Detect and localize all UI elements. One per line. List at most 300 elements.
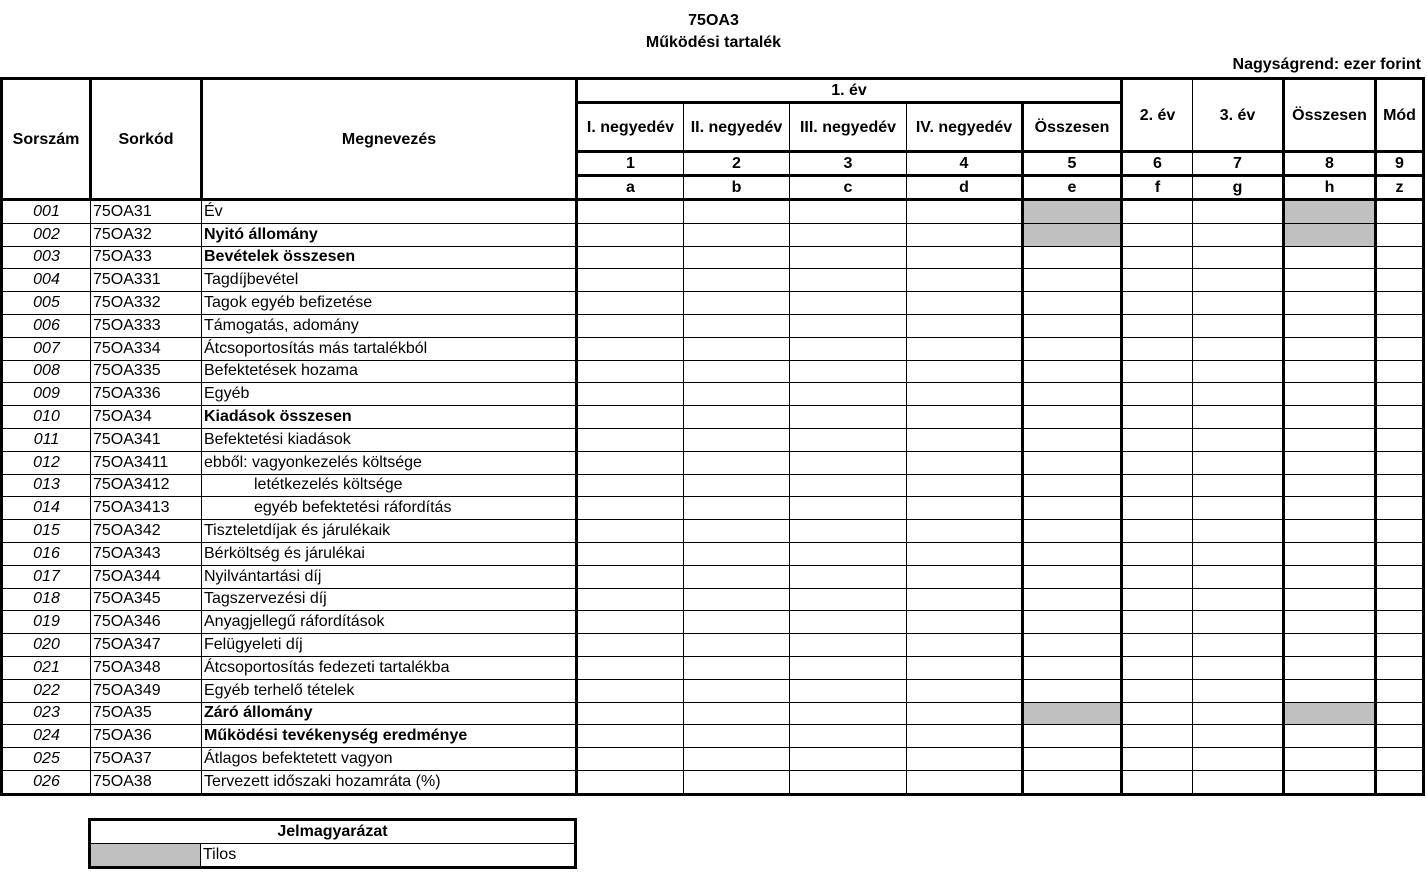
input-cell[interactable] [577, 611, 684, 634]
input-cell[interactable] [907, 314, 1023, 337]
input-cell[interactable] [1193, 246, 1284, 269]
column-number: 8 [1284, 152, 1376, 176]
input-cell[interactable] [790, 474, 907, 497]
table-row [2, 770, 1424, 794]
input-cell[interactable] [1284, 588, 1376, 611]
input-cell[interactable] [1284, 292, 1376, 315]
row-number: 019 [2, 611, 91, 634]
input-cell[interactable] [1376, 428, 1424, 451]
input-cell[interactable] [1023, 360, 1122, 383]
input-cell[interactable] [684, 679, 790, 702]
input-cell[interactable] [1122, 406, 1193, 429]
input-cell[interactable] [1284, 542, 1376, 565]
table-row [2, 497, 1424, 520]
input-cell[interactable] [1376, 451, 1424, 474]
row-number: 016 [2, 542, 91, 565]
row-number: 002 [2, 223, 91, 246]
input-cell[interactable] [684, 542, 790, 565]
input-cell[interactable] [790, 269, 907, 292]
input-cell[interactable] [1284, 360, 1376, 383]
input-cell[interactable] [1376, 223, 1424, 246]
input-cell[interactable] [684, 200, 790, 224]
column-letter: b [684, 176, 790, 200]
input-cell[interactable] [790, 246, 907, 269]
input-cell[interactable] [907, 360, 1023, 383]
row-number: 014 [2, 497, 91, 520]
input-cell[interactable] [1284, 474, 1376, 497]
column-letter: d [907, 176, 1023, 200]
input-cell[interactable] [1193, 200, 1284, 224]
input-cell[interactable] [577, 292, 684, 315]
input-cell[interactable] [1122, 611, 1193, 634]
input-cell[interactable] [1376, 474, 1424, 497]
input-cell[interactable] [577, 770, 684, 794]
row-number: 010 [2, 406, 91, 429]
input-cell[interactable] [577, 314, 684, 337]
input-cell[interactable] [1193, 292, 1284, 315]
input-cell[interactable] [1193, 269, 1284, 292]
input-cell[interactable] [577, 542, 684, 565]
row-code: 75OA31 [91, 200, 202, 224]
input-cell[interactable] [1122, 497, 1193, 520]
input-cell[interactable] [684, 269, 790, 292]
input-cell[interactable] [790, 428, 907, 451]
row-label: Átlagos befektetett vagyon [202, 748, 577, 771]
input-cell[interactable] [577, 497, 684, 520]
input-cell[interactable] [684, 360, 790, 383]
row-number: 017 [2, 565, 91, 588]
input-cell[interactable] [1193, 360, 1284, 383]
input-cell[interactable] [1376, 679, 1424, 702]
input-cell[interactable] [790, 611, 907, 634]
input-cell[interactable] [577, 200, 684, 224]
table-row [2, 748, 1424, 771]
input-cell[interactable] [790, 770, 907, 794]
input-cell[interactable] [1193, 725, 1284, 748]
input-cell[interactable] [1193, 588, 1284, 611]
input-cell[interactable] [1023, 565, 1122, 588]
input-cell[interactable] [1284, 748, 1376, 771]
input-cell[interactable] [684, 474, 790, 497]
input-cell[interactable] [1122, 383, 1193, 406]
input-cell[interactable] [790, 725, 907, 748]
input-cell[interactable] [790, 565, 907, 588]
input-cell[interactable] [1023, 770, 1122, 794]
input-cell[interactable] [577, 725, 684, 748]
row-label: Befektetési kiadások [202, 428, 577, 451]
row-code: 75OA343 [91, 542, 202, 565]
input-cell[interactable] [1023, 748, 1122, 771]
row-code: 75OA37 [91, 748, 202, 771]
column-number: 4 [907, 152, 1023, 176]
input-cell[interactable] [1023, 520, 1122, 543]
input-cell[interactable] [790, 337, 907, 360]
input-cell[interactable] [684, 337, 790, 360]
input-cell[interactable] [1023, 474, 1122, 497]
input-cell[interactable] [1193, 406, 1284, 429]
table-row [2, 656, 1424, 679]
input-cell[interactable] [1193, 520, 1284, 543]
input-cell[interactable] [1376, 383, 1424, 406]
input-cell[interactable] [1284, 406, 1376, 429]
input-cell[interactable] [1023, 383, 1122, 406]
column-number: 5 [1023, 152, 1122, 176]
input-cell[interactable] [1284, 246, 1376, 269]
input-cell[interactable] [1193, 383, 1284, 406]
disabled-cell [1284, 223, 1376, 246]
input-cell[interactable] [577, 337, 684, 360]
input-cell[interactable] [577, 269, 684, 292]
input-cell[interactable] [577, 383, 684, 406]
input-cell[interactable] [907, 565, 1023, 588]
input-cell[interactable] [577, 679, 684, 702]
row-label: Bevételek összesen [202, 246, 577, 269]
table-row [2, 474, 1424, 497]
header-year1: 1. év [577, 79, 1122, 103]
disabled-cell [1023, 223, 1122, 246]
input-cell[interactable] [577, 406, 684, 429]
input-cell[interactable] [1023, 406, 1122, 429]
input-cell[interactable] [1284, 611, 1376, 634]
table-row [2, 360, 1424, 383]
input-cell[interactable] [1122, 679, 1193, 702]
input-cell[interactable] [907, 770, 1023, 794]
input-cell[interactable] [684, 497, 790, 520]
input-cell[interactable] [577, 428, 684, 451]
input-cell[interactable] [790, 223, 907, 246]
row-label: ebből: vagyonkezelés költsége [202, 451, 577, 474]
input-cell[interactable] [684, 702, 790, 725]
row-code: 75OA348 [91, 656, 202, 679]
input-cell[interactable] [790, 497, 907, 520]
input-cell[interactable] [790, 702, 907, 725]
input-cell[interactable] [907, 406, 1023, 429]
input-cell[interactable] [1376, 337, 1424, 360]
input-cell[interactable] [577, 360, 684, 383]
input-cell[interactable] [684, 520, 790, 543]
input-cell[interactable] [1376, 246, 1424, 269]
input-cell[interactable] [1376, 360, 1424, 383]
row-code: 75OA3412 [91, 474, 202, 497]
input-cell[interactable] [907, 542, 1023, 565]
input-cell[interactable] [1284, 269, 1376, 292]
input-cell[interactable] [1122, 474, 1193, 497]
input-cell[interactable] [1376, 269, 1424, 292]
input-cell[interactable] [1193, 702, 1284, 725]
input-cell[interactable] [1122, 360, 1193, 383]
input-cell[interactable] [577, 702, 684, 725]
input-cell[interactable] [790, 292, 907, 315]
input-cell[interactable] [1376, 588, 1424, 611]
input-cell[interactable] [1023, 656, 1122, 679]
input-cell[interactable] [907, 679, 1023, 702]
row-code: 75OA33 [91, 246, 202, 269]
disabled-cell [1284, 702, 1376, 725]
row-code: 75OA334 [91, 337, 202, 360]
input-cell[interactable] [1376, 520, 1424, 543]
legend-label: Tilos [201, 844, 576, 868]
input-cell[interactable] [1122, 200, 1193, 224]
input-cell[interactable] [1284, 565, 1376, 588]
input-cell[interactable] [907, 223, 1023, 246]
input-cell[interactable] [1122, 269, 1193, 292]
input-cell[interactable] [577, 246, 684, 269]
input-cell[interactable] [684, 246, 790, 269]
input-cell[interactable] [1193, 451, 1284, 474]
input-cell[interactable] [684, 748, 790, 771]
input-cell[interactable] [1023, 246, 1122, 269]
row-code: 75OA35 [91, 702, 202, 725]
input-cell[interactable] [684, 451, 790, 474]
input-cell[interactable] [1376, 314, 1424, 337]
row-label: letétkezelés költsége [202, 474, 577, 497]
input-cell[interactable] [907, 611, 1023, 634]
row-number: 013 [2, 474, 91, 497]
row-code: 75OA346 [91, 611, 202, 634]
input-cell[interactable] [1193, 337, 1284, 360]
input-cell[interactable] [1376, 656, 1424, 679]
input-cell[interactable] [907, 383, 1023, 406]
input-cell[interactable] [577, 565, 684, 588]
input-cell[interactable] [790, 542, 907, 565]
input-cell[interactable] [907, 588, 1023, 611]
input-cell[interactable] [1122, 656, 1193, 679]
input-cell[interactable] [684, 565, 790, 588]
input-cell[interactable] [1023, 588, 1122, 611]
input-cell[interactable] [684, 634, 790, 657]
input-cell[interactable] [684, 383, 790, 406]
input-cell[interactable] [1122, 520, 1193, 543]
input-cell[interactable] [790, 383, 907, 406]
input-cell[interactable] [1122, 565, 1193, 588]
input-cell[interactable] [1023, 269, 1122, 292]
input-cell[interactable] [1122, 337, 1193, 360]
input-cell[interactable] [1122, 451, 1193, 474]
input-cell[interactable] [1284, 725, 1376, 748]
input-cell[interactable] [1023, 679, 1122, 702]
input-cell[interactable] [577, 588, 684, 611]
input-cell[interactable] [1023, 451, 1122, 474]
input-cell[interactable] [1122, 748, 1193, 771]
input-cell[interactable] [1122, 292, 1193, 315]
input-cell[interactable] [577, 748, 684, 771]
input-cell[interactable] [1023, 337, 1122, 360]
form-code: 75OA3 [688, 12, 739, 29]
table-row [2, 292, 1424, 315]
input-cell[interactable] [1023, 292, 1122, 315]
input-cell[interactable] [1193, 634, 1284, 657]
input-cell[interactable] [790, 451, 907, 474]
input-cell[interactable] [1023, 428, 1122, 451]
row-number: 023 [2, 702, 91, 725]
input-cell[interactable] [1122, 702, 1193, 725]
input-cell[interactable] [1193, 223, 1284, 246]
input-cell[interactable] [1284, 656, 1376, 679]
input-cell[interactable] [1122, 725, 1193, 748]
input-cell[interactable] [1284, 428, 1376, 451]
input-cell[interactable] [907, 656, 1023, 679]
input-cell[interactable] [1193, 611, 1284, 634]
input-cell[interactable] [790, 406, 907, 429]
input-cell[interactable] [790, 360, 907, 383]
input-cell[interactable] [1376, 542, 1424, 565]
row-label: Tagok egyéb befizetése [202, 292, 577, 315]
input-cell[interactable] [790, 656, 907, 679]
row-code: 75OA36 [91, 725, 202, 748]
input-cell[interactable] [907, 520, 1023, 543]
input-cell[interactable] [577, 451, 684, 474]
input-cell[interactable] [684, 656, 790, 679]
row-label: Év [202, 200, 577, 224]
input-cell[interactable] [684, 428, 790, 451]
input-cell[interactable] [1284, 383, 1376, 406]
column-letter: e [1023, 176, 1122, 200]
input-cell[interactable] [1193, 748, 1284, 771]
input-cell[interactable] [577, 474, 684, 497]
column-letter: z [1376, 176, 1424, 200]
input-cell[interactable] [1023, 725, 1122, 748]
input-cell[interactable] [577, 520, 684, 543]
input-cell[interactable] [1284, 634, 1376, 657]
row-number: 009 [2, 383, 91, 406]
input-cell[interactable] [1193, 474, 1284, 497]
input-cell[interactable] [1376, 725, 1424, 748]
table-row [2, 269, 1424, 292]
input-cell[interactable] [1193, 565, 1284, 588]
input-cell[interactable] [907, 292, 1023, 315]
row-label: Záró állomány [202, 702, 577, 725]
row-label: Tervezett időszaki hozamráta (%) [202, 770, 577, 794]
input-cell[interactable] [1193, 656, 1284, 679]
input-cell[interactable] [684, 770, 790, 794]
table-row [2, 200, 1424, 224]
column-number: 1 [577, 152, 684, 176]
header-q2: II. negyedév [684, 103, 790, 152]
row-number: 018 [2, 588, 91, 611]
input-cell[interactable] [1193, 542, 1284, 565]
input-cell[interactable] [1122, 223, 1193, 246]
input-cell[interactable] [577, 634, 684, 657]
input-cell[interactable] [1284, 314, 1376, 337]
row-label: Támogatás, adomány [202, 314, 577, 337]
input-cell[interactable] [1122, 770, 1193, 794]
input-cell[interactable] [577, 656, 684, 679]
input-cell[interactable] [790, 748, 907, 771]
input-cell[interactable] [1284, 337, 1376, 360]
input-cell[interactable] [790, 588, 907, 611]
row-number: 012 [2, 451, 91, 474]
input-cell[interactable] [1122, 542, 1193, 565]
input-cell[interactable] [1376, 406, 1424, 429]
input-cell[interactable] [1023, 497, 1122, 520]
row-label: Bérköltség és járulékai [202, 542, 577, 565]
input-cell[interactable] [1193, 770, 1284, 794]
input-cell[interactable] [1376, 770, 1424, 794]
row-number: 008 [2, 360, 91, 383]
input-cell[interactable] [577, 223, 684, 246]
input-cell[interactable] [907, 474, 1023, 497]
input-cell[interactable] [1284, 497, 1376, 520]
input-cell[interactable] [1193, 314, 1284, 337]
input-cell[interactable] [790, 314, 907, 337]
input-cell[interactable] [684, 292, 790, 315]
input-cell[interactable] [1284, 770, 1376, 794]
legend [88, 818, 577, 869]
input-cell[interactable] [1023, 314, 1122, 337]
input-cell[interactable] [1023, 542, 1122, 565]
input-cell[interactable] [1122, 588, 1193, 611]
input-cell[interactable] [1376, 565, 1424, 588]
column-letter: a [577, 176, 684, 200]
input-cell[interactable] [790, 200, 907, 224]
header-sorszam: Sorszám [2, 79, 91, 200]
table-row [2, 725, 1424, 748]
input-cell[interactable] [1376, 497, 1424, 520]
input-cell[interactable] [1376, 634, 1424, 657]
input-cell[interactable] [684, 223, 790, 246]
row-number: 025 [2, 748, 91, 771]
input-cell[interactable] [1284, 679, 1376, 702]
input-cell[interactable] [684, 725, 790, 748]
row-number: 005 [2, 292, 91, 315]
input-cell[interactable] [907, 200, 1023, 224]
input-cell[interactable] [1376, 200, 1424, 224]
input-cell[interactable] [1023, 634, 1122, 657]
input-cell[interactable] [684, 588, 790, 611]
header-year2: 2. év [1122, 79, 1193, 152]
input-cell[interactable] [1122, 428, 1193, 451]
input-cell[interactable] [1122, 634, 1193, 657]
input-cell[interactable] [1122, 246, 1193, 269]
input-cell[interactable] [1193, 428, 1284, 451]
header-q4: IV. negyedév [907, 103, 1023, 152]
input-cell[interactable] [684, 314, 790, 337]
input-cell[interactable] [907, 702, 1023, 725]
data-table [0, 77, 1425, 796]
input-cell[interactable] [790, 679, 907, 702]
input-cell[interactable] [1193, 679, 1284, 702]
input-cell[interactable] [684, 611, 790, 634]
input-cell[interactable] [1284, 451, 1376, 474]
input-cell[interactable] [907, 246, 1023, 269]
row-number: 015 [2, 520, 91, 543]
input-cell[interactable] [1193, 497, 1284, 520]
input-cell[interactable] [1376, 702, 1424, 725]
input-cell[interactable] [1122, 314, 1193, 337]
input-cell[interactable] [907, 428, 1023, 451]
input-cell[interactable] [790, 520, 907, 543]
input-cell[interactable] [907, 497, 1023, 520]
input-cell[interactable] [1376, 611, 1424, 634]
row-number: 004 [2, 269, 91, 292]
disabled-cell [1023, 702, 1122, 725]
input-cell[interactable] [907, 634, 1023, 657]
input-cell[interactable] [1376, 748, 1424, 771]
input-cell[interactable] [907, 337, 1023, 360]
input-cell[interactable] [1284, 520, 1376, 543]
input-cell[interactable] [907, 748, 1023, 771]
input-cell[interactable] [907, 451, 1023, 474]
row-code: 75OA32 [91, 223, 202, 246]
input-cell[interactable] [1376, 292, 1424, 315]
input-cell[interactable] [1023, 611, 1122, 634]
input-cell[interactable] [907, 269, 1023, 292]
header-sorkod: Sorkód [91, 79, 202, 200]
input-cell[interactable] [684, 406, 790, 429]
input-cell[interactable] [790, 634, 907, 657]
input-cell[interactable] [907, 725, 1023, 748]
table-row [2, 588, 1424, 611]
